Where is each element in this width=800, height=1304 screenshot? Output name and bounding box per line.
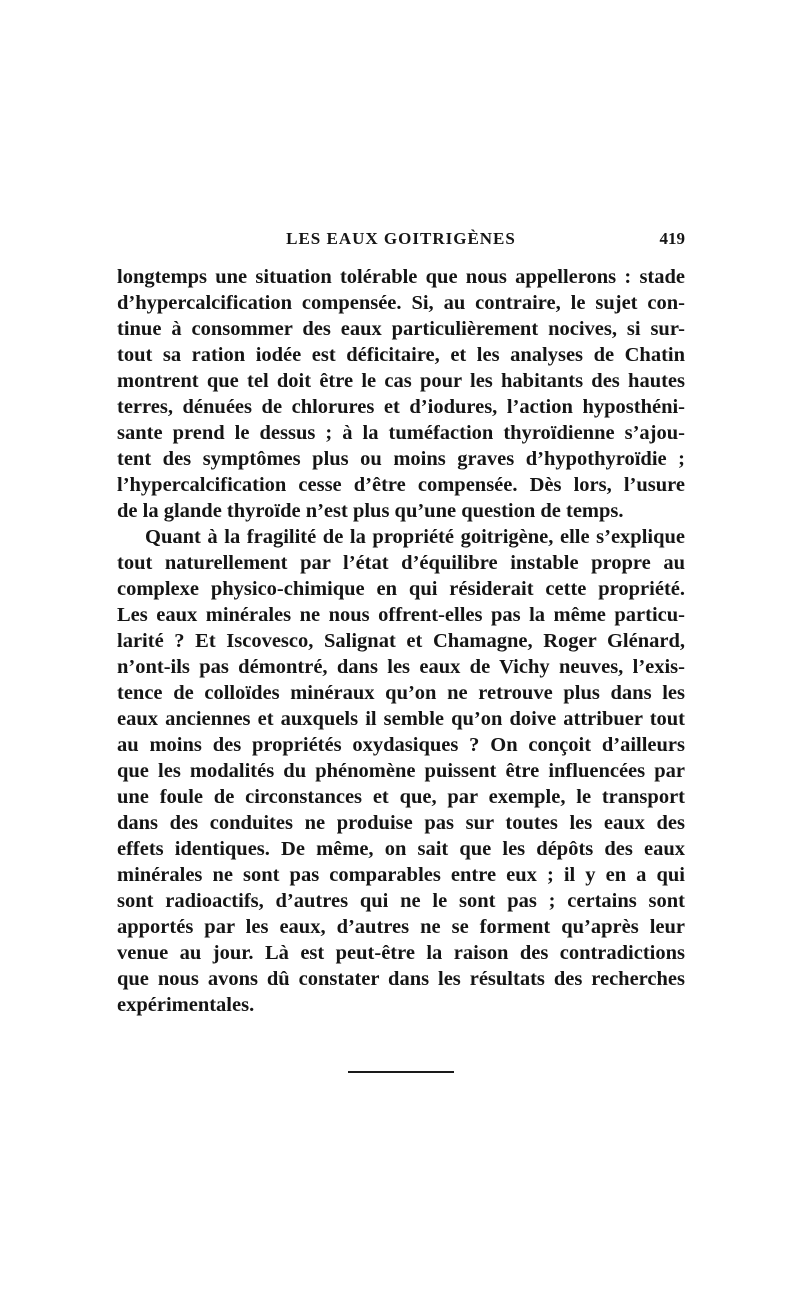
closing-rule — [348, 1071, 454, 1073]
text-line: montrent que tel doit être le cas pour les habitants des hautes — [117, 370, 685, 392]
text-line: Quant à la fragilité de la propriété goitrigène, elle s’explique — [145, 526, 685, 548]
text-line: larité ? Et Iscovesco, Salignat et Chamagne, Roger Glénard, — [117, 630, 685, 652]
text-line: Les eaux minérales ne nous offrent-elles pas la même particu- — [117, 604, 685, 626]
text-line: terres, dénuées de chlorures et d’iodures, l’action hyposthéni- — [117, 396, 685, 418]
text-line: sont radioactifs, d’autres qui ne le sont pas ; certains sont — [117, 890, 685, 912]
text-line: venue au jour. Là est peut-être la raison des contradictions — [117, 942, 685, 964]
text-line: au moins des propriétés oxydasiques ? On conçoit d’ailleurs — [117, 734, 685, 756]
text-line: expérimentales. — [117, 994, 255, 1016]
text-line: eaux anciennes et auxquels il semble qu’on doive attribuer tout — [117, 708, 685, 730]
text-line: que les modalités du phénomène puissent être influencées par — [117, 760, 685, 782]
body-text — [117, 264, 685, 1018]
text-line: tinue à consommer des eaux particulièrement nocives, si sur- — [117, 318, 685, 340]
text-line: l’hypercalcification cesse d’être compensée. Dès lors, l’usure — [117, 474, 685, 496]
running-title: LES EAUX GOITRIGÈNES — [286, 229, 516, 248]
text-line: une foule de circonstances et que, par exemple, le transport — [117, 786, 685, 808]
text-line: tent des symptômes plus ou moins graves d’hypothyroïdie ; — [117, 448, 685, 470]
text-line: longtemps une situation tolérable que nous appellerons : stade — [117, 266, 685, 288]
paragraph-1 — [117, 264, 685, 524]
text-line: dans des conduites ne produise pas sur toutes les eaux des — [117, 812, 685, 834]
text-line: effets identiques. De même, on sait que les dépôts des eaux — [117, 838, 685, 860]
running-head — [117, 229, 685, 253]
text-line: minérales ne sont pas comparables entre eux ; il y en a qui — [117, 864, 685, 886]
text-line: n’ont-ils pas démontré, dans les eaux de Vichy neuves, l’exis- — [117, 656, 685, 678]
text-line: que nous avons dû constater dans les résultats des recherches — [117, 968, 685, 990]
text-line: d’hypercalcification compensée. Si, au contraire, le sujet con- — [117, 292, 685, 314]
text-line: apportés par les eaux, d’autres ne se forment qu’après leur — [117, 916, 685, 938]
text-line: sante prend le dessus ; à la tuméfaction thyroïdienne s’ajou- — [117, 422, 685, 444]
text-line: tout naturellement par l’état d’équilibre instable propre au — [117, 552, 685, 574]
text-line: de la glande thyroïde n’est plus qu’une question de temps. — [117, 500, 624, 522]
paragraph-2 — [117, 524, 685, 1018]
text-line: tout sa ration iodée est déficitaire, et les analyses de Chatin — [117, 344, 685, 366]
page-number: 419 — [659, 229, 685, 248]
text-line: tence de colloïdes minéraux qu’on ne retrouve plus dans les — [117, 682, 685, 704]
text-line: complexe physico-chimique en qui résiderait cette propriété. — [117, 578, 685, 600]
